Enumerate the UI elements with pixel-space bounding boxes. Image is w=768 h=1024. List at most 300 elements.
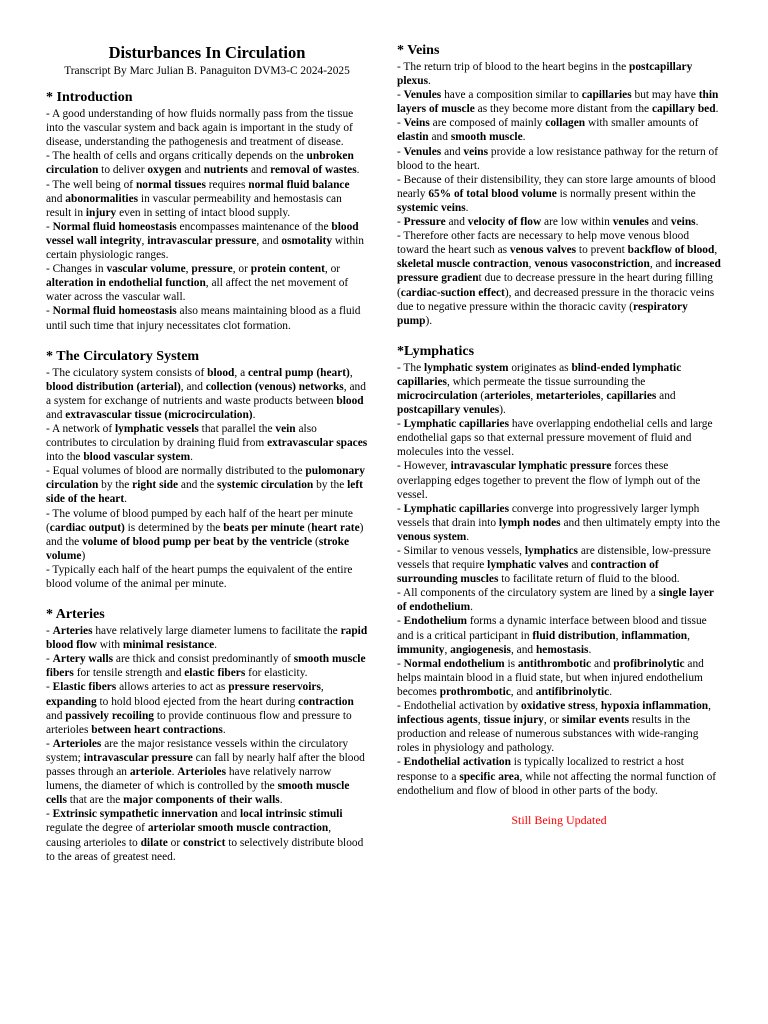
text-run: , or bbox=[324, 263, 341, 276]
bold-term: lymphatic system bbox=[424, 361, 509, 374]
bold-term: Endothelium bbox=[403, 615, 467, 628]
text-run: - Equal volumes of blood are normally distributed to the bbox=[46, 465, 306, 478]
right-column bbox=[397, 42, 721, 827]
text-run: with smaller amounts of bbox=[585, 117, 699, 130]
text-run: , bbox=[320, 681, 324, 694]
bullet-paragraph bbox=[397, 755, 721, 797]
bullet-paragraph bbox=[46, 464, 368, 506]
bold-term: intravascular pressure bbox=[83, 751, 193, 764]
text-run: forces these overlapping edges together to prevent the flow of lymph out of the vessel. bbox=[397, 460, 701, 501]
text-run: - Similar to venous vessels, bbox=[397, 545, 525, 557]
bullet-paragraph bbox=[46, 652, 368, 680]
text-run: ( bbox=[312, 535, 319, 548]
text-run: , and bbox=[510, 643, 536, 656]
text-run: , bbox=[444, 643, 451, 656]
text-run: have a composition similar to bbox=[441, 89, 582, 102]
text-run: - bbox=[46, 808, 53, 821]
text-run: - However, bbox=[397, 460, 451, 473]
text-run: regulate the degree of bbox=[46, 822, 148, 835]
text-run: . bbox=[522, 131, 526, 144]
bold-term: smooth muscle fibers bbox=[46, 653, 366, 680]
bold-term: nutrients bbox=[203, 164, 248, 177]
bold-term: arteriole bbox=[129, 766, 172, 779]
document-title: Disturbances In Circulation bbox=[108, 43, 306, 62]
bold-term: between heart contractions bbox=[91, 723, 223, 736]
bold-term: elastin bbox=[397, 131, 429, 144]
text-run: , bbox=[615, 629, 622, 642]
bold-term: inflammation bbox=[621, 629, 688, 642]
text-run: is normally present within the bbox=[556, 187, 696, 200]
text-run: , bbox=[595, 700, 601, 713]
section-arteries bbox=[46, 606, 368, 864]
text-run: is determined by the bbox=[124, 521, 224, 534]
text-run: , bbox=[714, 244, 718, 257]
section-heading: * Arteries bbox=[46, 607, 105, 623]
bold-term: unbroken circulation bbox=[46, 150, 354, 177]
text-run: , bbox=[185, 263, 192, 276]
bullet-paragraph bbox=[46, 366, 368, 422]
bullet-paragraph bbox=[397, 215, 721, 229]
text-run: for elasticity. bbox=[245, 667, 308, 680]
text-run: - Therefore other facts are necessary to help move venous blood toward the heart such as bbox=[397, 230, 690, 257]
bold-term: similar events bbox=[561, 714, 630, 727]
text-run: - bbox=[397, 216, 404, 229]
text-run: . bbox=[428, 75, 431, 88]
text-run: . bbox=[695, 216, 699, 229]
bold-term: lymph nodes bbox=[498, 516, 561, 529]
bold-term: osmotality bbox=[281, 234, 333, 247]
bold-term: extravascular spaces bbox=[267, 437, 368, 450]
bullet-paragraph bbox=[46, 624, 368, 652]
bold-term: microcirculation bbox=[397, 389, 478, 402]
bullet-paragraph bbox=[46, 262, 368, 304]
text-run: - bbox=[397, 756, 404, 769]
text-run: ) and the bbox=[46, 521, 364, 548]
bold-term: venous vasoconstriction bbox=[534, 258, 650, 271]
bold-term: expanding bbox=[46, 695, 97, 708]
text-run: and bbox=[428, 131, 451, 144]
text-run: . bbox=[466, 530, 470, 543]
text-run: ) bbox=[81, 549, 86, 562]
text-run: forms a dynamic interface between blood and tissue and is a critical participant in bbox=[397, 615, 707, 642]
bold-term: venous system bbox=[397, 530, 467, 543]
bold-term: injury bbox=[85, 206, 117, 219]
text-run: - Typically each half of the heart pumps the equivalent of the entire blood volume of the animal per minute. bbox=[46, 563, 353, 590]
text-run: ( bbox=[477, 389, 485, 402]
text-run: and bbox=[248, 164, 271, 177]
bold-term: systemic veins bbox=[397, 201, 466, 214]
bullet-paragraph bbox=[397, 657, 721, 699]
bold-term: cardiac output) bbox=[49, 521, 125, 534]
bold-term: abonormalities bbox=[65, 192, 139, 205]
bullet-paragraph bbox=[46, 220, 368, 262]
text-run: provide a low resistance pathway for the return of blood to the heart. bbox=[397, 145, 719, 172]
text-run: , bbox=[477, 714, 484, 727]
text-run: that parallel the bbox=[198, 422, 276, 435]
bold-term: hypoxia inflammation bbox=[600, 700, 709, 713]
bold-term: normal tissues bbox=[135, 178, 206, 191]
document-subtitle: Transcript By Marc Julian B. Panaguiton DVM3-C 2024-2025 bbox=[64, 65, 350, 77]
bold-term: oxidative stress bbox=[521, 700, 596, 713]
text-run: and bbox=[46, 709, 66, 722]
bold-term: Arteries bbox=[52, 625, 93, 638]
bullet-paragraph bbox=[46, 737, 368, 807]
bullet-paragraph bbox=[397, 88, 721, 116]
text-run: - A network of bbox=[46, 422, 115, 435]
bullet-paragraph bbox=[46, 563, 368, 591]
bold-term: cardiac-suction effect bbox=[400, 286, 505, 299]
text-run: . bbox=[214, 639, 217, 652]
text-run: ( bbox=[304, 521, 312, 534]
text-run: - bbox=[46, 681, 53, 694]
text-run: , or bbox=[232, 263, 251, 276]
bullet-paragraph bbox=[397, 502, 721, 544]
bold-term: contraction bbox=[298, 695, 354, 708]
bullet-paragraph bbox=[46, 807, 368, 863]
bold-term: Lymphatic capillaries bbox=[403, 502, 510, 515]
bullet-paragraph bbox=[397, 361, 721, 417]
bold-term: vascular volume bbox=[106, 263, 186, 276]
bold-term: Arterioles bbox=[177, 766, 226, 779]
text-run: to facilitate return of fluid to the blood. bbox=[498, 573, 680, 586]
bold-term: intravascular lymphatic pressure bbox=[450, 460, 612, 473]
bold-term: blood distribution (arterial) bbox=[46, 380, 181, 393]
bold-term: volume of blood pump per beat by the ventricle bbox=[82, 535, 313, 548]
text-run: , which permeate the tissue surrounding the bbox=[446, 375, 646, 388]
bold-term: blind-ended lymphatic capillaries bbox=[397, 361, 682, 388]
text-run: . bbox=[190, 451, 193, 464]
text-run: - Because of their distensibility, they can store large amounts of blood nearly bbox=[397, 173, 716, 200]
text-run: - bbox=[397, 89, 404, 102]
text-run: , and bbox=[256, 234, 282, 247]
text-run: , bbox=[530, 389, 537, 402]
section-heading: * Veins bbox=[397, 43, 440, 58]
text-run: . bbox=[252, 408, 256, 421]
bold-term: collagen bbox=[545, 117, 586, 130]
text-run: are distensible, low-pressure vessels that require bbox=[397, 545, 711, 572]
text-run: . bbox=[356, 164, 360, 177]
text-run: into the bbox=[46, 451, 84, 464]
text-run: are low within bbox=[541, 216, 613, 229]
text-run: with bbox=[96, 639, 123, 652]
section-the-circulatory-system bbox=[46, 348, 368, 592]
bold-term: constrict bbox=[182, 836, 226, 849]
text-run: . bbox=[465, 201, 469, 214]
text-run: but may have bbox=[631, 89, 699, 102]
bold-term: specific area bbox=[459, 770, 520, 783]
text-run: - bbox=[397, 418, 404, 431]
text-run: to provide continuous flow and pressure to arterioles bbox=[46, 709, 352, 736]
bold-term: Venules bbox=[403, 89, 442, 102]
text-run: to selectively distribute blood to the areas of greatest need. bbox=[46, 836, 364, 863]
bold-term: pressure reservoirs bbox=[228, 681, 321, 694]
bold-term: Venules bbox=[403, 145, 442, 158]
text-run: , bbox=[528, 258, 535, 271]
bold-term: skeletal muscle contraction bbox=[397, 258, 529, 271]
bold-term: venous valves bbox=[509, 244, 577, 257]
left-column bbox=[46, 42, 368, 879]
text-run: , bbox=[708, 700, 711, 713]
bullet-paragraph bbox=[46, 507, 368, 563]
bullet-paragraph bbox=[46, 422, 368, 464]
bold-term: capillaries bbox=[581, 89, 632, 102]
bold-term: vein bbox=[275, 422, 296, 435]
bold-term: tissue injury bbox=[483, 714, 544, 727]
text-run: , and bbox=[649, 258, 675, 271]
text-run: also contributes to circulation by draining fluid from bbox=[46, 422, 317, 450]
text-run: and bbox=[181, 164, 204, 177]
text-run: , causing arterioles to bbox=[46, 822, 332, 849]
bold-term: single layer of endothelium bbox=[397, 587, 714, 614]
text-run: - bbox=[46, 305, 53, 318]
bullet-paragraph bbox=[397, 417, 721, 459]
bold-term: capillary bed bbox=[651, 103, 716, 116]
text-run: requires bbox=[205, 178, 249, 191]
text-run: - A good understanding of how fluids normally pass from the tissue into the vascular system and back again is important in the study of disease, understanding the pathogenesis and treatment of disease. bbox=[46, 108, 354, 149]
text-run: and bbox=[441, 145, 464, 158]
bold-term: increased pressure gradien bbox=[397, 258, 721, 285]
bold-term: veins bbox=[463, 145, 489, 158]
bold-term: minimal resistance bbox=[122, 639, 215, 652]
text-run: - bbox=[46, 220, 53, 233]
bold-term: respiratory pump bbox=[397, 300, 688, 327]
text-run: . bbox=[470, 601, 473, 614]
bold-term: Elastic fibers bbox=[52, 681, 117, 694]
bold-term: arterioles bbox=[484, 389, 531, 402]
text-run: - Changes in bbox=[46, 263, 107, 276]
bold-term: local intrinsic stimuli bbox=[239, 808, 343, 821]
section-veins bbox=[397, 42, 721, 328]
bold-term: extravascular tissue (microcirculation) bbox=[65, 408, 253, 421]
text-run: . bbox=[279, 794, 283, 807]
bold-term: hemostasis bbox=[535, 643, 589, 656]
bold-term: veins bbox=[670, 216, 696, 229]
bold-term: Endothelial activation bbox=[403, 756, 511, 769]
bullet-paragraph bbox=[46, 149, 368, 177]
bold-term: arteriolar smooth muscle contraction bbox=[147, 822, 329, 835]
text-run: and then ultimately empty into the bbox=[560, 516, 721, 529]
bold-term: systemic circulation bbox=[216, 479, 314, 492]
bold-term: blood vascular system bbox=[83, 451, 191, 464]
bold-term: blood bbox=[336, 394, 364, 407]
text-run: , and a system for exchange of nutrients and waste products between bbox=[46, 380, 366, 407]
bold-term: velocity of flow bbox=[467, 216, 542, 229]
bold-term: intravascular pressure bbox=[147, 234, 257, 247]
text-run: and bbox=[648, 216, 671, 229]
text-run: are thick and consist predominantly of bbox=[113, 653, 294, 666]
text-run: have overlapping endothelial cells and large endothelial gaps so that external pressure movement of fluid and molecules into the vessel. bbox=[397, 418, 713, 459]
text-run: even in setting of intact blood supply. bbox=[116, 206, 291, 219]
bold-term: elastic fibers bbox=[184, 667, 246, 680]
bold-term: immunity bbox=[397, 643, 445, 656]
bold-term: passively recoiling bbox=[65, 709, 154, 722]
text-run: encompasses maintenance of the bbox=[176, 220, 332, 233]
bold-term: heart rate bbox=[311, 521, 360, 534]
text-run: to hold blood ejected from the heart during bbox=[96, 695, 299, 708]
bold-term: postcapillary venules bbox=[397, 404, 500, 417]
bullet-paragraph bbox=[397, 229, 721, 328]
bold-term: right side bbox=[132, 479, 179, 492]
text-run: ). bbox=[499, 404, 506, 417]
text-run: converge into progressively larger lymph vessels that drain into bbox=[397, 502, 700, 529]
text-run: in vascular permeability and hemostasis can result in bbox=[46, 192, 342, 219]
bold-term: contraction of surrounding muscles bbox=[397, 559, 659, 586]
text-run: within certain physiologic ranges. bbox=[46, 234, 365, 262]
text-run: . bbox=[222, 723, 226, 736]
text-run: is bbox=[504, 657, 518, 670]
bold-term: Artery walls bbox=[52, 653, 114, 666]
text-run: , all affect the net movement of water across the vascular wall. bbox=[46, 277, 349, 304]
text-run: for tensile strength and bbox=[73, 667, 185, 680]
text-run: . bbox=[715, 103, 719, 116]
text-run: can fall by nearly half after the blood passes through an bbox=[46, 751, 365, 779]
bold-term: fluid distribution bbox=[532, 629, 616, 642]
text-run: also means maintaining blood as a fluid until such time that injury necessitates clot formation. bbox=[46, 305, 361, 332]
bold-term: Normal endothelium bbox=[403, 657, 505, 670]
bold-term: blood bbox=[207, 366, 235, 379]
bold-term: rapid blood flow bbox=[46, 625, 368, 652]
bold-term: pulomonary circulation bbox=[46, 465, 365, 492]
text-run: - bbox=[397, 502, 404, 515]
text-run: are the major resistance vessels within the circulatory system; bbox=[46, 737, 349, 764]
section-heading: * Introduction bbox=[46, 90, 133, 106]
text-run: and bbox=[656, 389, 676, 402]
text-run: ). bbox=[425, 314, 433, 327]
bold-term: profibrinolytic bbox=[613, 657, 685, 670]
bullet-paragraph bbox=[397, 145, 721, 173]
text-run: - bbox=[397, 615, 404, 628]
text-run: , bbox=[600, 389, 607, 402]
text-run: are composed of mainly bbox=[429, 117, 546, 130]
text-run: - bbox=[46, 625, 53, 638]
bold-term: Pressure bbox=[403, 216, 446, 229]
section-lymphatics bbox=[397, 343, 721, 798]
text-run: and bbox=[217, 808, 240, 821]
text-run: - bbox=[397, 657, 404, 670]
section-heading: * The Circulatory System bbox=[46, 348, 200, 364]
text-run: . bbox=[588, 643, 592, 656]
text-run: and bbox=[46, 408, 66, 421]
section-introduction bbox=[46, 89, 368, 333]
bold-term: alteration in endothelial function bbox=[46, 277, 206, 290]
text-run: - bbox=[46, 737, 53, 750]
bold-term: stroke volume bbox=[46, 535, 350, 562]
text-run: . bbox=[609, 685, 613, 698]
text-run: allows arteries to act as bbox=[116, 681, 229, 694]
text-run: , a bbox=[234, 366, 248, 379]
text-run: , while not affecting the normal function of endothelium and flow of blood in other parts of the body. bbox=[397, 770, 717, 797]
text-run: and bbox=[568, 559, 591, 572]
text-run: have relatively large diameter lumens to facilitate the bbox=[92, 625, 341, 638]
text-run: and the bbox=[178, 479, 217, 492]
text-run: - Endothelial activation by bbox=[397, 700, 521, 713]
text-run: or bbox=[167, 836, 183, 849]
bold-term: lymphatics bbox=[524, 545, 578, 557]
bold-term: smooth muscle cells bbox=[46, 780, 350, 807]
text-run: , and bbox=[180, 380, 206, 393]
text-run: - The return trip of blood to the heart begins in the bbox=[397, 61, 629, 73]
text-run: as they become more distant from the bbox=[474, 103, 652, 116]
text-run: have relatively narrow lumens, the diameter of which is controlled by the bbox=[46, 766, 332, 793]
bold-term: infectious agents bbox=[397, 714, 478, 727]
bold-term: major components of their walls bbox=[123, 794, 280, 807]
bold-term: angiogenesis bbox=[450, 643, 511, 656]
text-run: . bbox=[171, 766, 178, 779]
bold-term: antifibrinolytic bbox=[535, 685, 610, 698]
text-run: is typically localized to restrict a host response to a bbox=[397, 756, 684, 783]
text-run: - bbox=[397, 117, 404, 130]
bold-term: dilate bbox=[140, 836, 168, 849]
text-run: - bbox=[397, 145, 404, 158]
text-run: - The well being of bbox=[46, 178, 136, 191]
bold-term: lymphatic valves bbox=[487, 559, 569, 572]
text-run: , bbox=[141, 234, 148, 247]
bullet-paragraph bbox=[397, 60, 721, 88]
right-sections bbox=[397, 42, 721, 798]
text-run: ), and decreased pressure in the thoracic veins due to negative pressure within the thoracic cavity ( bbox=[397, 286, 715, 313]
bold-term: Normal fluid homeostasis bbox=[52, 220, 177, 233]
bold-term: Extrinsic sympathetic innervation bbox=[52, 808, 218, 821]
text-run: by the bbox=[98, 479, 133, 492]
text-run: originates as bbox=[508, 361, 572, 374]
bold-term: venules bbox=[612, 216, 649, 229]
bold-term: thin layers of muscle bbox=[397, 89, 719, 116]
bold-term: backflow of blood bbox=[627, 244, 715, 257]
text-run: - The ciculatory system consists of bbox=[46, 366, 208, 379]
bold-term: normal fluid balance bbox=[248, 178, 350, 191]
text-run: and bbox=[445, 216, 468, 229]
left-sections bbox=[46, 89, 368, 864]
text-run: and helps maintain blood in a fluid state, but when injured endothelium becomes bbox=[397, 657, 704, 698]
text-run: , bbox=[687, 629, 691, 642]
bold-term: left side of the heart bbox=[46, 479, 363, 506]
bold-term: metarterioles bbox=[536, 389, 601, 402]
text-run: , bbox=[349, 366, 353, 379]
text-run: t due to decrease pressure in the heart during filling ( bbox=[397, 272, 713, 299]
bold-term: pressure bbox=[191, 263, 233, 276]
text-run: - bbox=[46, 653, 53, 666]
text-run: . bbox=[124, 493, 127, 506]
bold-term: removal of wastes bbox=[270, 164, 357, 177]
bold-term: central pump (heart) bbox=[247, 366, 350, 379]
text-run: - The bbox=[397, 361, 424, 374]
bullet-paragraph bbox=[397, 586, 721, 614]
bold-term: Veins bbox=[403, 117, 430, 130]
bullet-paragraph bbox=[46, 680, 368, 736]
bold-term: blood vessel wall integrity bbox=[46, 220, 359, 247]
text-run: to deliver bbox=[98, 164, 148, 177]
text-run: , or bbox=[543, 714, 562, 727]
bullet-paragraph bbox=[46, 178, 368, 220]
bold-term: smooth muscle bbox=[450, 131, 523, 144]
bold-term: collection (venous) networks bbox=[205, 380, 344, 393]
bold-term: beats per minute bbox=[223, 521, 305, 534]
section-heading: *Lymphatics bbox=[397, 343, 475, 359]
bold-term: 65% of total blood volume bbox=[428, 187, 557, 200]
bold-term: Normal fluid homeostasis bbox=[52, 305, 177, 318]
bold-term: lymphatic vessels bbox=[114, 422, 199, 435]
bullet-paragraph bbox=[397, 699, 721, 755]
bold-term: postcapillary plexus bbox=[397, 61, 693, 88]
bullet-paragraph bbox=[397, 614, 721, 656]
bold-term: capillaries bbox=[606, 389, 657, 402]
bold-term: oxygen bbox=[147, 164, 182, 177]
bold-term: protein content bbox=[250, 263, 325, 276]
bullet-paragraph bbox=[397, 544, 721, 586]
bullet-paragraph bbox=[397, 173, 721, 215]
bold-term: Lymphatic capillaries bbox=[403, 418, 510, 431]
text-run: , and bbox=[510, 685, 536, 698]
